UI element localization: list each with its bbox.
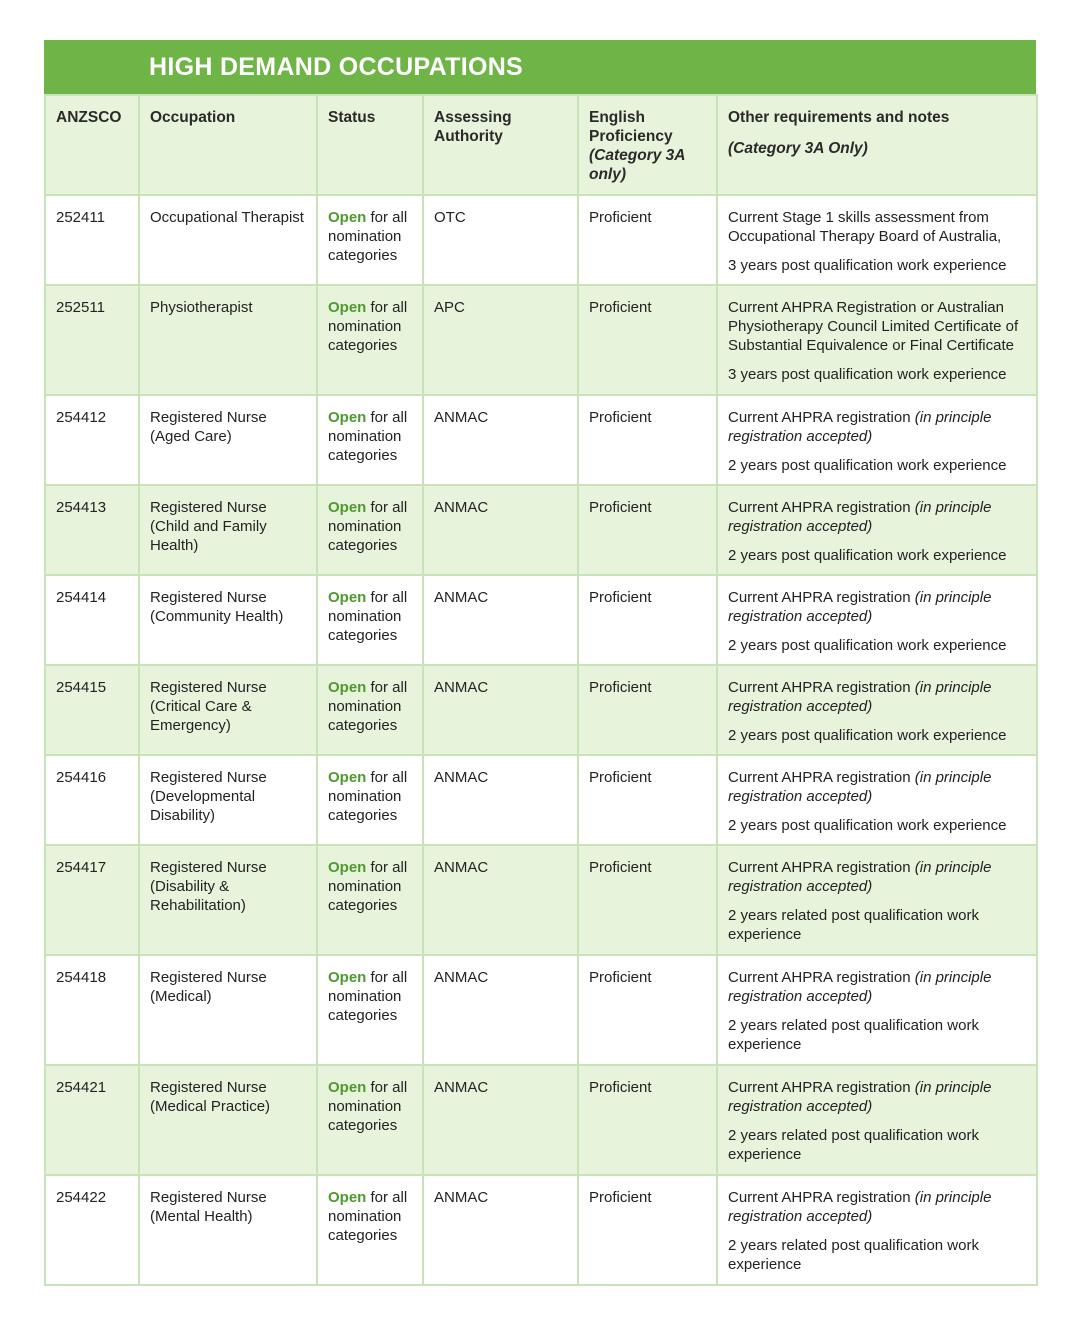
occupation-name: Registered Nurse (Mental Health) bbox=[139, 1175, 317, 1285]
requirement-main: Current AHPRA registration bbox=[728, 769, 915, 786]
status-open: Open bbox=[328, 679, 367, 696]
anzsco-code: 254418 bbox=[45, 955, 139, 1065]
english-proficiency: Proficient bbox=[578, 1065, 717, 1175]
status-cell bbox=[317, 285, 423, 395]
anzsco-code: 254413 bbox=[45, 485, 139, 575]
requirements-cell bbox=[717, 485, 1037, 575]
status-rest: for all nomination categories bbox=[328, 679, 408, 734]
header-row bbox=[45, 95, 1037, 195]
status-open: Open bbox=[328, 299, 367, 316]
table-row bbox=[45, 755, 1037, 845]
occupation-name: Registered Nurse (Critical Care & Emergency) bbox=[139, 665, 317, 755]
status-rest: for all nomination categories bbox=[328, 769, 408, 824]
status-cell bbox=[317, 665, 423, 755]
assessing-authority: ANMAC bbox=[423, 665, 578, 755]
english-proficiency: Proficient bbox=[578, 195, 717, 285]
anzsco-code: 254417 bbox=[45, 845, 139, 955]
status-cell bbox=[317, 1175, 423, 1285]
table-body bbox=[45, 195, 1037, 1285]
requirement-main: Current AHPRA registration bbox=[728, 969, 915, 986]
anzsco-code: 254412 bbox=[45, 395, 139, 485]
header-other-label: Other requirements and notes bbox=[728, 109, 950, 126]
status-cell bbox=[317, 575, 423, 665]
requirements-cell bbox=[717, 1175, 1037, 1285]
table-row bbox=[45, 1175, 1037, 1285]
occupation-name: Registered Nurse (Medical Practice) bbox=[139, 1065, 317, 1175]
table-row bbox=[45, 285, 1037, 395]
requirement-main: Current AHPRA registration bbox=[728, 499, 915, 516]
english-proficiency: Proficient bbox=[578, 665, 717, 755]
requirement-note: (in principle registration accepted) bbox=[728, 969, 992, 1005]
requirement-note: (in principle registration accepted) bbox=[728, 409, 992, 445]
requirements-cell bbox=[717, 665, 1037, 755]
assessing-authority: ANMAC bbox=[423, 395, 578, 485]
header-authority: Assessing Authority bbox=[423, 95, 578, 195]
anzsco-code: 254422 bbox=[45, 1175, 139, 1285]
english-proficiency: Proficient bbox=[578, 485, 717, 575]
table-row bbox=[45, 485, 1037, 575]
occupations-sheet bbox=[44, 40, 1036, 1286]
status-cell bbox=[317, 955, 423, 1065]
assessing-authority: ANMAC bbox=[423, 755, 578, 845]
status-open: Open bbox=[328, 409, 367, 426]
english-proficiency: Proficient bbox=[578, 285, 717, 395]
table-row bbox=[45, 665, 1037, 755]
requirement-main: Current AHPRA registration bbox=[728, 679, 915, 696]
anzsco-code: 254415 bbox=[45, 665, 139, 755]
assessing-authority: APC bbox=[423, 285, 578, 395]
requirements-cell bbox=[717, 395, 1037, 485]
occupation-name: Physiotherapist bbox=[139, 285, 317, 395]
anzsco-code: 254414 bbox=[45, 575, 139, 665]
header-other bbox=[717, 95, 1037, 195]
status-rest: for all nomination categories bbox=[328, 1079, 408, 1134]
status-rest: for all nomination categories bbox=[328, 1189, 408, 1244]
table-row bbox=[45, 575, 1037, 665]
assessing-authority: ANMAC bbox=[423, 575, 578, 665]
requirement-experience: 2 years related post qualification work experience bbox=[728, 1127, 979, 1163]
status-open: Open bbox=[328, 1189, 367, 1206]
requirement-experience: 2 years post qualification work experience bbox=[728, 637, 1007, 654]
requirement-experience: 3 years post qualification work experience bbox=[728, 366, 1007, 383]
status-cell bbox=[317, 845, 423, 955]
occupation-name: Occupational Therapist bbox=[139, 195, 317, 285]
table-row bbox=[45, 955, 1037, 1065]
occupation-name: Registered Nurse (Developmental Disability) bbox=[139, 755, 317, 845]
header-anzsco: ANZSCO bbox=[45, 95, 139, 195]
header-english bbox=[578, 95, 717, 195]
requirement-main: Current AHPRA registration bbox=[728, 1189, 915, 1206]
occupation-name: Registered Nurse (Disability & Rehabilitation) bbox=[139, 845, 317, 955]
requirement-experience: 2 years post qualification work experience bbox=[728, 817, 1007, 834]
status-cell bbox=[317, 755, 423, 845]
requirement-main: Current AHPRA Registration or Australian Physiotherapy Council Limited Certificate of Substantial Equivalence or Final Certificate bbox=[728, 299, 1019, 354]
requirement-note: (in principle registration accepted) bbox=[728, 499, 992, 535]
requirement-main: Current Stage 1 skills assessment from Occupational Therapy Board of Australia, bbox=[728, 209, 1002, 245]
header-english-note: (Category 3A only) bbox=[589, 147, 685, 183]
assessing-authority: ANMAC bbox=[423, 1175, 578, 1285]
occupation-name: Registered Nurse (Aged Care) bbox=[139, 395, 317, 485]
status-open: Open bbox=[328, 1079, 367, 1096]
requirement-note: (in principle registration accepted) bbox=[728, 1189, 992, 1225]
requirement-experience: 2 years post qualification work experience bbox=[728, 547, 1007, 564]
requirement-experience: 2 years related post qualification work experience bbox=[728, 1017, 979, 1053]
status-rest: for all nomination categories bbox=[328, 859, 408, 914]
status-open: Open bbox=[328, 769, 367, 786]
header-other-note: (Category 3A Only) bbox=[728, 140, 868, 157]
status-open: Open bbox=[328, 589, 367, 606]
table-row bbox=[45, 1065, 1037, 1175]
occupation-name: Registered Nurse (Child and Family Health) bbox=[139, 485, 317, 575]
status-open: Open bbox=[328, 969, 367, 986]
requirements-cell bbox=[717, 285, 1037, 395]
status-cell bbox=[317, 395, 423, 485]
requirement-main: Current AHPRA registration bbox=[728, 859, 915, 876]
status-cell bbox=[317, 1065, 423, 1175]
page-title: HIGH DEMAND OCCUPATIONS bbox=[149, 52, 524, 81]
status-rest: for all nomination categories bbox=[328, 409, 408, 464]
english-proficiency: Proficient bbox=[578, 845, 717, 955]
table-row bbox=[45, 395, 1037, 485]
requirements-cell bbox=[717, 195, 1037, 285]
anzsco-code: 254421 bbox=[45, 1065, 139, 1175]
requirement-experience: 2 years post qualification work experience bbox=[728, 457, 1007, 474]
title-banner bbox=[44, 40, 1036, 94]
header-occupation: Occupation bbox=[139, 95, 317, 195]
occupations-table bbox=[44, 94, 1038, 1286]
status-cell bbox=[317, 485, 423, 575]
english-proficiency: Proficient bbox=[578, 575, 717, 665]
requirement-experience: 2 years post qualification work experience bbox=[728, 727, 1007, 744]
assessing-authority: ANMAC bbox=[423, 845, 578, 955]
status-rest: for all nomination categories bbox=[328, 299, 408, 354]
status-open: Open bbox=[328, 859, 367, 876]
status-open: Open bbox=[328, 499, 367, 516]
assessing-authority: ANMAC bbox=[423, 955, 578, 1065]
status-open: Open bbox=[328, 209, 367, 226]
anzsco-code: 252411 bbox=[45, 195, 139, 285]
requirement-main: Current AHPRA registration bbox=[728, 409, 915, 426]
requirement-note: (in principle registration accepted) bbox=[728, 589, 992, 625]
requirements-cell bbox=[717, 955, 1037, 1065]
requirements-cell bbox=[717, 575, 1037, 665]
requirement-note: (in principle registration accepted) bbox=[728, 859, 992, 895]
requirement-note: (in principle registration accepted) bbox=[728, 1079, 992, 1115]
requirements-cell bbox=[717, 755, 1037, 845]
table-row bbox=[45, 195, 1037, 285]
requirement-experience: 3 years post qualification work experience bbox=[728, 257, 1007, 274]
requirement-experience: 2 years related post qualification work experience bbox=[728, 1237, 979, 1273]
assessing-authority: OTC bbox=[423, 195, 578, 285]
requirement-experience: 2 years related post qualification work experience bbox=[728, 907, 979, 943]
assessing-authority: ANMAC bbox=[423, 485, 578, 575]
assessing-authority: ANMAC bbox=[423, 1065, 578, 1175]
english-proficiency: Proficient bbox=[578, 395, 717, 485]
status-rest: for all nomination categories bbox=[328, 209, 408, 264]
anzsco-code: 252511 bbox=[45, 285, 139, 395]
requirements-cell bbox=[717, 845, 1037, 955]
status-rest: for all nomination categories bbox=[328, 499, 408, 554]
english-proficiency: Proficient bbox=[578, 755, 717, 845]
status-cell bbox=[317, 195, 423, 285]
requirement-main: Current AHPRA registration bbox=[728, 589, 915, 606]
status-rest: for all nomination categories bbox=[328, 969, 408, 1024]
status-rest: for all nomination categories bbox=[328, 589, 408, 644]
requirements-cell bbox=[717, 1065, 1037, 1175]
occupation-name: Registered Nurse (Medical) bbox=[139, 955, 317, 1065]
header-status: Status bbox=[317, 95, 423, 195]
header-english-label: English Proficiency bbox=[589, 109, 673, 145]
occupation-name: Registered Nurse (Community Health) bbox=[139, 575, 317, 665]
english-proficiency: Proficient bbox=[578, 955, 717, 1065]
requirement-note: (in principle registration accepted) bbox=[728, 679, 992, 715]
requirement-note: (in principle registration accepted) bbox=[728, 769, 992, 805]
english-proficiency: Proficient bbox=[578, 1175, 717, 1285]
table-row bbox=[45, 845, 1037, 955]
requirement-main: Current AHPRA registration bbox=[728, 1079, 915, 1096]
anzsco-code: 254416 bbox=[45, 755, 139, 845]
